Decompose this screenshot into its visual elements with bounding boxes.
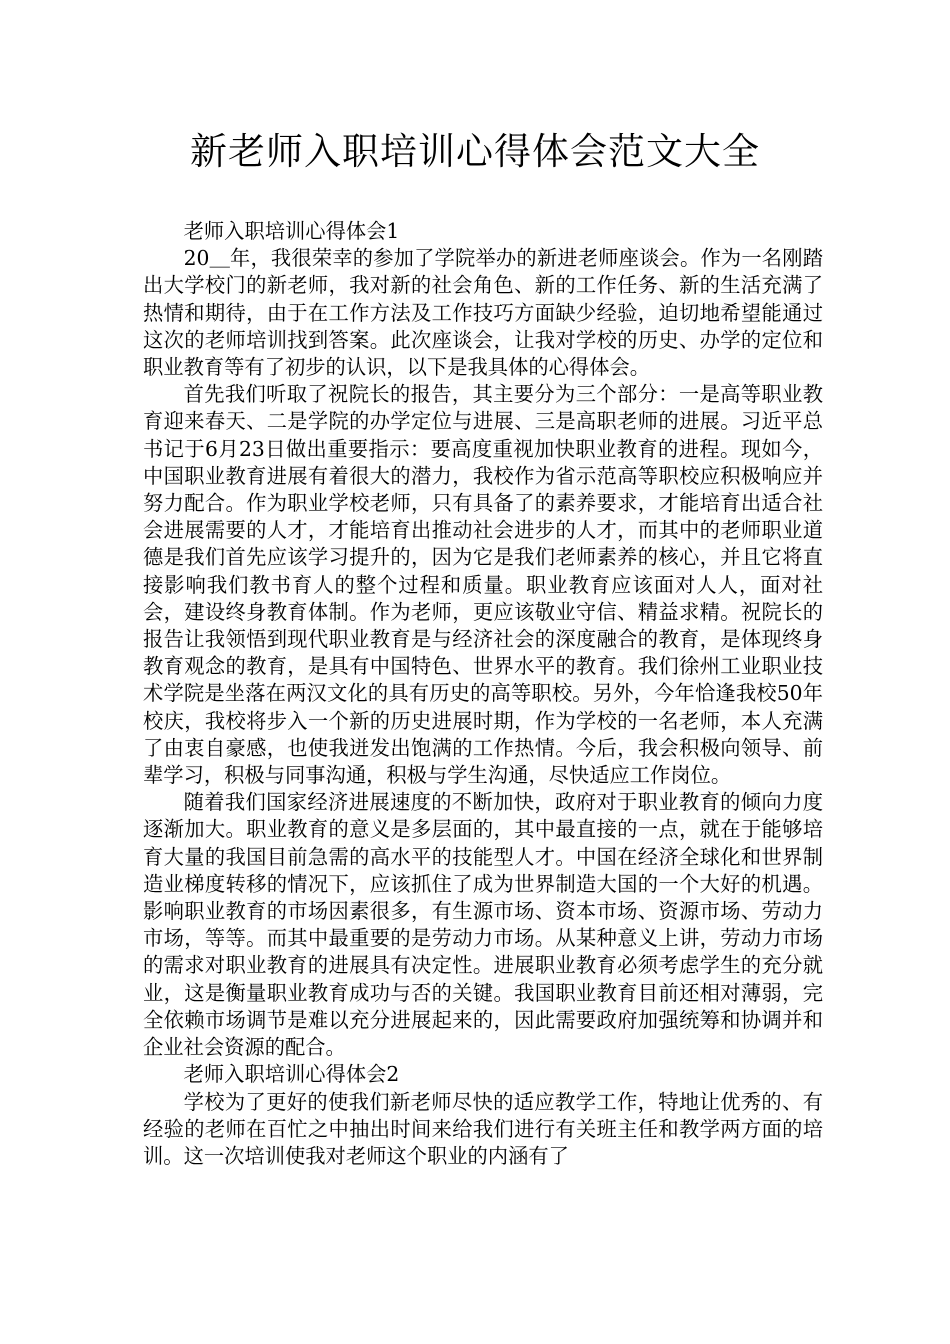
body-paragraph: 20＿年，我很荣幸的参加了学院举办的新进老师座谈会。作为一名刚踏出大学校门的新老师，我对新的社会角色、新的工作任务、新的生活充满了热情和期待，由于在工作方法及工作技巧方面缺少经验，迫切地希望能通过这次的老师培训找到答案。此次座谈会，让我对学校的历史、办学的定位和职业教育等有了初步的认识，以下是我具体的心得体会。 (143, 246, 823, 380)
document-body (143, 218, 823, 1170)
document-title: 新老师入职培训心得体会范文大全 (190, 130, 760, 173)
body-paragraph: 首先我们听取了祝院长的报告，其主要分为三个部分：一是高等职业教育迎来春天、二是学院的办学定位与进展、三是高职老师的进展。习近平总书记于6月23日做出重要指示：要高度重视加快职业教育的进程。现如今，中国职业教育进展有着很大的潜力，我校作为省示范高等职校应积极响应并努力配合。作为职业学校老师，只有具备了的素养要求，才能培育出适合社会进展需要的人才，才能培育出推动社会进步的人才，而其中的老师职业道德是我们首先应该学习提升的，因为它是我们老师素养的核心，并且它将直接影响我们教书育人的整个过程和质量。职业教育应该面对人人，面对社会，建设终身教育体制。作为老师，更应该敬业守信、精益求精。祝院长的报告让我领悟到现代职业教育是与经济社会的深度融合的教育，是体现终身教育观念的教育，是具有中国特色、世界水平的教育。我们徐州工业职业技术学院是坐落在两汉文化的具有历史的高等职校。另外，今年恰逢我校50年校庆，我校将步入一个新的历史进展时期，作为学校的一名老师，本人充满了由衷自豪感，也使我迸发出饱满的工作热情。今后，我会积极向领导、前辈学习，积极与同事沟通，积极与学生沟通，尽快适应工作岗位。 (143, 382, 823, 788)
body-paragraph: 学校为了更好的使我们新老师尽快的适应教学工作，特地让优秀的、有经验的老师在百忙之中抽出时间来给我们进行有关班主任和教学两方面的培训。这一次培训使我对老师这个职业的内涵有了 (143, 1089, 823, 1168)
section-heading-2: 老师入职培训心得体会2 (183, 1062, 400, 1087)
section-heading-1: 老师入职培训心得体会1 (183, 219, 400, 243)
body-paragraph: 随着我们国家经济进展速度的不断加快，政府对于职业教育的倾向力度逐渐加大。职业教育的意义是多层面的，其中最直接的一点，就在于能够培育大量的我国目前急需的高水平的技能型人才。中国在经济全球化和世界制造业梯度转移的情况下，应该抓住了成为世界制造大国的一个大好的机遇。影响职业教育的市场因素很多，有生源市场、资本市场、资源市场、劳动力市场，等等。而其中最重要的是劳动力市场。从某种意义上讲，劳动力市场的需求对职业教育的进展具有决定性。进展职业教育必须考虑学生的充分就业，这是衡量职业教育成功与否的关键。我国职业教育目前还相对薄弱，完全依赖市场调节是难以充分进展起来的，因此需要政府加强统筹和协调并和企业社会资源的配合。 (143, 790, 823, 1060)
